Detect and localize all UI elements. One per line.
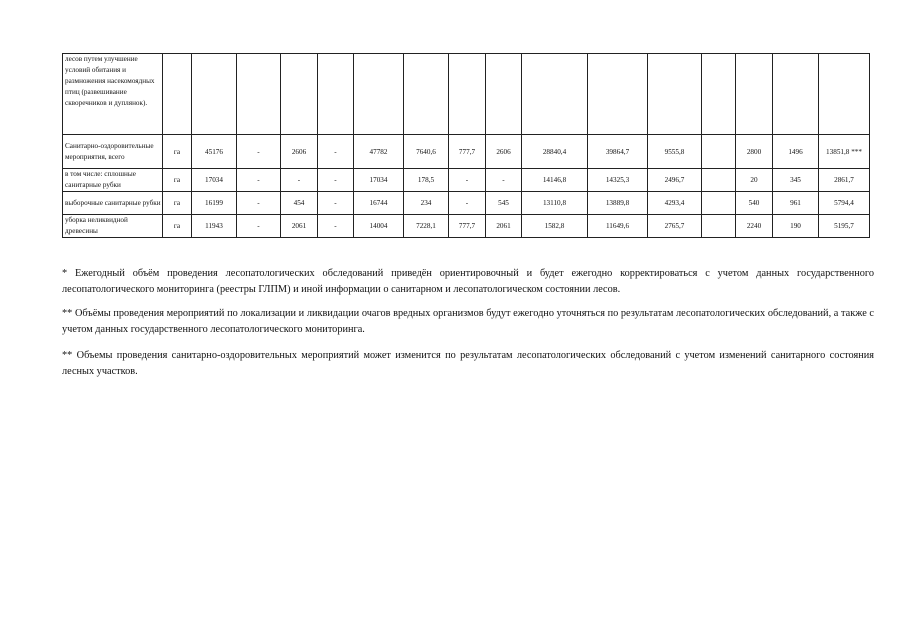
value-cell	[404, 54, 449, 135]
value-cell: 178,5	[404, 169, 449, 192]
value-cell	[736, 54, 773, 135]
row-label: лесов путем улучшение условий обитания и размножения насекомоядных птиц (развешивание скворечников и дуплянок).	[63, 54, 163, 135]
value-cell	[648, 54, 702, 135]
value-cell: 16744	[354, 192, 404, 215]
value-cell: 2800	[736, 135, 773, 169]
value-cell	[318, 54, 354, 135]
value-cell	[819, 54, 870, 135]
row-label: выборочные санитарные рубки	[63, 192, 163, 215]
value-cell: 454	[281, 192, 318, 215]
value-cell: 14325,3	[588, 169, 648, 192]
value-cell: 5195,7	[819, 215, 870, 238]
value-cell: 11649,6	[588, 215, 648, 238]
table-row	[63, 192, 870, 215]
value-cell: 16199	[192, 192, 237, 215]
unit-cell: га	[163, 215, 192, 238]
value-cell: -	[237, 215, 281, 238]
value-cell: 2765,7	[648, 215, 702, 238]
value-cell	[702, 215, 736, 238]
value-cell: 1582,8	[522, 215, 588, 238]
value-cell	[449, 54, 486, 135]
value-cell: -	[449, 192, 486, 215]
value-cell: 7228,1	[404, 215, 449, 238]
value-cell	[192, 54, 237, 135]
value-cell: 2496,7	[648, 169, 702, 192]
value-cell: -	[318, 192, 354, 215]
value-cell: 7640,6	[404, 135, 449, 169]
value-cell: 13110,8	[522, 192, 588, 215]
table-row	[63, 54, 870, 135]
value-cell: -	[449, 169, 486, 192]
footnote-survey-volume: * Ежегодный объём проведения лесопатологических обследований приведён ориентировочный и будет ежегодно корректироваться с учетом данных государственного лесопатологического мониторинга (реестры ГЛПМ) и иной информации о санитарном и лесопатологическом состоянии лесов.	[62, 268, 874, 295]
value-cell: 961	[773, 192, 819, 215]
value-cell: 45176	[192, 135, 237, 169]
value-cell: 345	[773, 169, 819, 192]
value-cell: 2606	[486, 135, 522, 169]
value-cell	[702, 54, 736, 135]
value-cell: 39864,7	[588, 135, 648, 169]
unit-cell	[163, 54, 192, 135]
unit-cell: га	[163, 192, 192, 215]
value-cell: -	[237, 135, 281, 169]
value-cell	[588, 54, 648, 135]
value-cell: 11943	[192, 215, 237, 238]
table-row	[63, 169, 870, 192]
value-cell	[702, 192, 736, 215]
value-cell: 777,7	[449, 135, 486, 169]
value-cell: 5794,4	[819, 192, 870, 215]
value-cell	[281, 54, 318, 135]
table-row	[63, 215, 870, 238]
table-row	[63, 135, 870, 169]
value-cell: 2606	[281, 135, 318, 169]
value-cell: -	[318, 135, 354, 169]
value-cell: 1496	[773, 135, 819, 169]
row-label: Санитарно-оздоровительные мероприятия, всего	[63, 135, 163, 169]
row-label: уборка неликвидной древесины	[63, 215, 163, 238]
value-cell: 777,7	[449, 215, 486, 238]
footnote-sanitary-measures: ** Объемы проведения санитарно-оздоровительных мероприятий может изменится по результатам лесопатологических обследований с учетом изменений санитарного состояния лесных участков.	[62, 350, 874, 377]
value-cell: 190	[773, 215, 819, 238]
value-cell: -	[318, 169, 354, 192]
value-cell: -	[237, 169, 281, 192]
value-cell	[486, 54, 522, 135]
value-cell: 545	[486, 192, 522, 215]
value-cell: 13851,8 ***	[819, 135, 870, 169]
forest-measures-table	[62, 53, 870, 238]
value-cell: -	[486, 169, 522, 192]
value-cell: -	[318, 215, 354, 238]
value-cell: 17034	[354, 169, 404, 192]
unit-cell: га	[163, 169, 192, 192]
value-cell	[354, 54, 404, 135]
row-label: в том числе: сплошные санитарные рубки	[63, 169, 163, 192]
value-cell: 2061	[486, 215, 522, 238]
footnote-pest-localization: ** Объёмы проведения мероприятий по локализации и ликвидации очагов вредных организмов будут ежегодно уточняться по результатам лесопатологических обследований, а также с учетом данных государственного лесопатологического мониторинга.	[62, 308, 874, 335]
table-body	[63, 54, 870, 238]
value-cell: 28840,4	[522, 135, 588, 169]
value-cell	[237, 54, 281, 135]
value-cell: 2061	[281, 215, 318, 238]
unit-cell: га	[163, 135, 192, 169]
value-cell: 540	[736, 192, 773, 215]
value-cell	[522, 54, 588, 135]
value-cell: 47782	[354, 135, 404, 169]
value-cell	[702, 135, 736, 169]
value-cell: -	[237, 192, 281, 215]
value-cell: 17034	[192, 169, 237, 192]
value-cell: 14004	[354, 215, 404, 238]
value-cell: 13889,8	[588, 192, 648, 215]
value-cell: 9555,8	[648, 135, 702, 169]
value-cell: -	[281, 169, 318, 192]
value-cell: 14146,8	[522, 169, 588, 192]
value-cell: 20	[736, 169, 773, 192]
value-cell: 2240	[736, 215, 773, 238]
value-cell: 4293,4	[648, 192, 702, 215]
value-cell	[702, 169, 736, 192]
value-cell	[773, 54, 819, 135]
value-cell: 2861,7	[819, 169, 870, 192]
value-cell: 234	[404, 192, 449, 215]
